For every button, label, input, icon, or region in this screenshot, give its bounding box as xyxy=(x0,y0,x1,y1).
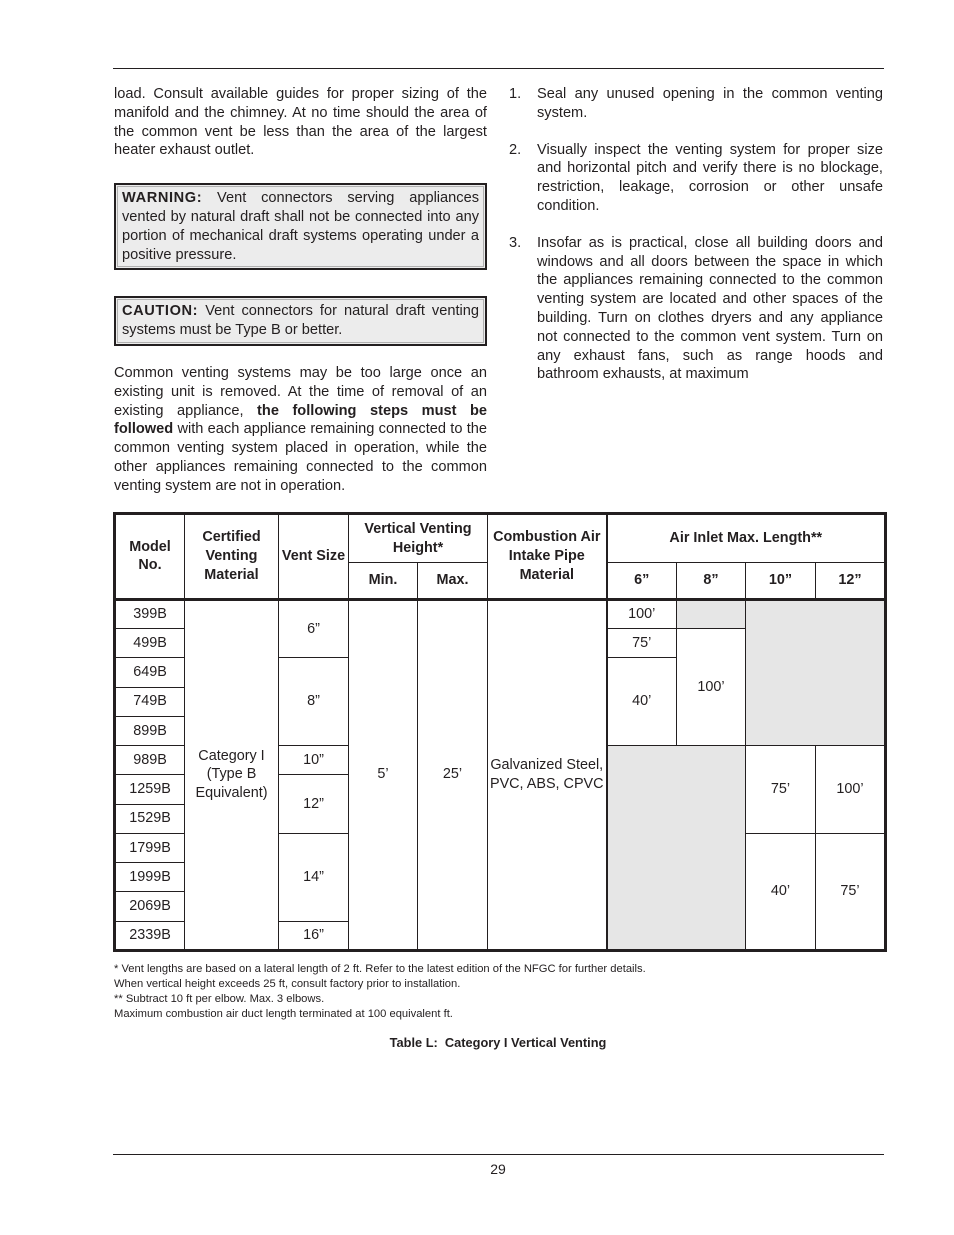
header-material: Certified Venting Material xyxy=(185,514,279,600)
step-item xyxy=(509,234,883,384)
model-cell: 499B xyxy=(115,629,185,658)
header-8in: 8” xyxy=(677,563,746,599)
model-cell: 1529B xyxy=(115,804,185,833)
air-inlet-cell: 40’ xyxy=(607,658,677,746)
vent-size-cell: 14” xyxy=(279,833,349,921)
header-10in: 10” xyxy=(746,563,816,599)
venting-table xyxy=(113,512,887,952)
step-text: Insofar as is practical, close all building doors and windows and all doors between the space in which the appliances remaining connected to the common venting system are located and other spaces of the building. Turn on clothes dryers and any appliance not connected to the common vent system. Turn on any exhaust fans, such as range hoods and bathroom exhausts, at maximum xyxy=(537,234,883,383)
vent-size-cell: 16” xyxy=(279,921,349,950)
footer-rule xyxy=(113,1154,884,1155)
common-venting-bold: the following steps must be followed xyxy=(114,402,488,438)
common-venting-text-b: with each appliance remaining connected to the common venting system placed in operation, while the other appliances remaining connected to the common venting system are not in operation. xyxy=(114,421,487,494)
model-cell: 2339B xyxy=(115,921,185,950)
caution-text: Vent connectors for natural draft venting systems must be Type B or better. xyxy=(122,303,479,339)
air-inlet-cell: 100’ xyxy=(677,629,746,746)
table-caption: Table L: Category I Vertical Venting xyxy=(389,1035,607,1050)
air-inlet-cell: 100’ xyxy=(816,746,886,834)
header-vent-size: Vent Size xyxy=(279,514,349,600)
model-cell: 1999B xyxy=(115,863,185,892)
step-text: Seal any unused opening in the common venting system. xyxy=(537,86,883,121)
intro-paragraph: load. Consult available guides for proper sizing of the manifold and the chimney. At no time should the area of the common vent be less than the area of the largest heater exhaust outlet. xyxy=(114,86,487,159)
header-vertical-height: Vertical Venting Height* xyxy=(349,514,488,563)
left-column xyxy=(114,85,487,496)
common-venting-paragraph xyxy=(114,364,487,496)
header-rule xyxy=(113,68,884,69)
model-cell: 399B xyxy=(115,599,185,628)
step-item xyxy=(509,141,883,216)
vent-size-cell: 12” xyxy=(279,775,349,834)
footnote-line: Maximum combustion air duct length terminated at 100 equivalent ft. xyxy=(114,1008,453,1020)
step-item xyxy=(509,85,883,123)
air-inlet-cell: 100’ xyxy=(607,599,677,628)
warning-label: WARNING: xyxy=(122,190,203,207)
header-combustion-air: Combustion Air Intake Pipe Material xyxy=(488,514,607,600)
model-cell: 989B xyxy=(115,746,185,775)
model-cell: 1259B xyxy=(115,775,185,804)
page-number: 29 xyxy=(490,1161,506,1177)
warning-text: Vent connectors serving appliances vented by natural draft shall not be connected into any portion of mechanical draft systems operating under a positive pressure. xyxy=(122,190,479,263)
step-number: 2. xyxy=(509,141,522,158)
vent-size-cell: 10” xyxy=(279,746,349,775)
header-model: Model No. xyxy=(115,514,185,600)
header-6in: 6” xyxy=(607,563,677,599)
na-cell xyxy=(677,599,746,628)
air-inlet-cell: 75’ xyxy=(746,746,816,834)
air-inlet-cell: 75’ xyxy=(816,833,886,950)
air-inlet-cell: 75’ xyxy=(607,629,677,658)
model-cell: 649B xyxy=(115,658,185,687)
header-min: Min. xyxy=(349,563,418,599)
step-number: 1. xyxy=(509,86,522,102)
footnote-line: ** Subtract 10 ft per elbow. Max. 3 elbows. xyxy=(114,993,325,1005)
header-air-inlet: Air Inlet Max. Length** xyxy=(607,514,886,563)
model-cell: 749B xyxy=(115,687,185,716)
max-height-cell: 25’ xyxy=(418,599,488,950)
step-text: Visually inspect the venting system for proper size and horizontal pitch and verify there is no blockage, restriction, leakage, corrosion or other unsafe condition. xyxy=(537,141,883,214)
combustion-material-cell: Galvanized Steel, PVC, ABS, CPVC xyxy=(488,599,607,950)
footnote-line: When vertical height exceeds 25 ft, consult factory prior to installation. xyxy=(114,978,461,990)
model-cell: 899B xyxy=(115,716,185,745)
vent-size-cell: 8” xyxy=(279,658,349,746)
footnote-line: * Vent lengths are based on a lateral length of 2 ft. Refer to the latest edition of the NFGC for further details. xyxy=(114,963,646,975)
header-max: Max. xyxy=(418,563,488,599)
material-cell: Category I (Type B Equivalent) xyxy=(185,599,279,950)
right-column xyxy=(509,85,883,384)
model-cell: 1799B xyxy=(115,833,185,862)
header-12in: 12” xyxy=(816,563,886,599)
footnotes xyxy=(114,962,646,1022)
model-cell: 2069B xyxy=(115,892,185,921)
na-cell xyxy=(607,746,746,951)
air-inlet-cell: 40’ xyxy=(746,833,816,950)
common-venting-text-a: Common venting systems may be too large once an existing unit is removed. At the time of removal of an existing appliance, xyxy=(114,364,487,419)
step-number: 3. xyxy=(509,234,522,251)
na-cell xyxy=(746,599,886,745)
caution-box xyxy=(114,296,487,346)
min-height-cell: 5’ xyxy=(349,599,418,950)
caution-label: CAUTION: xyxy=(122,303,199,320)
warning-box xyxy=(114,183,487,270)
steps-list xyxy=(509,85,883,384)
vent-size-cell: 6” xyxy=(279,599,349,658)
